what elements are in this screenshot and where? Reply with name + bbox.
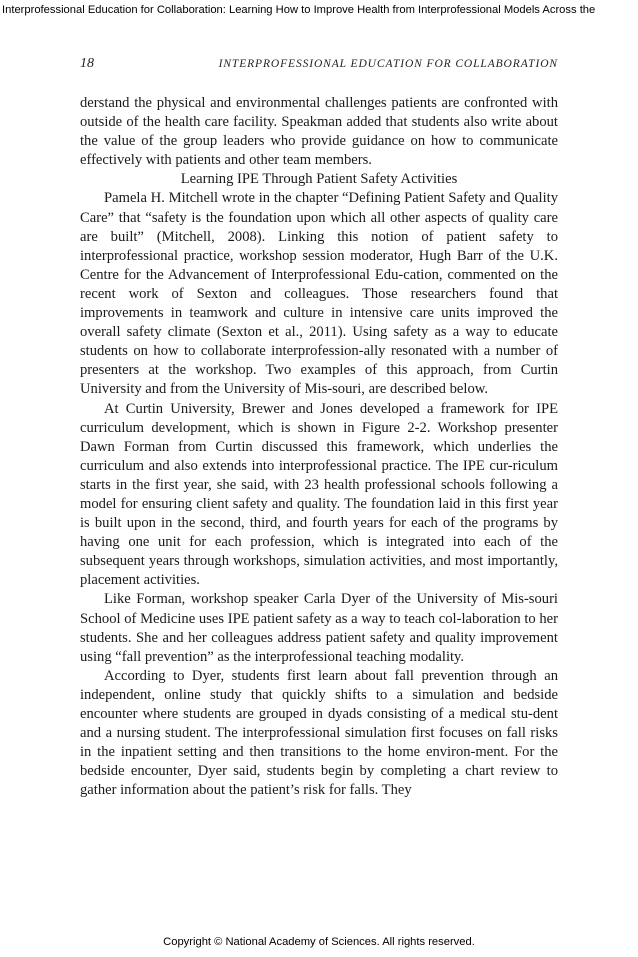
document-title-banner: Interprofessional Education for Collaboration: Learning How to Improve Health from Interprofessional Models Across the (2, 4, 596, 16)
running-head-title: INTERPROFESSIONAL EDUCATION FOR COLLABORATION (218, 58, 558, 70)
copyright-footer: Copyright © National Academy of Sciences. All rights reserved. (163, 936, 475, 948)
section-heading: Learning IPE Through Patient Safety Activities (180, 171, 458, 188)
paragraph-curtin: At Curtin University, Brewer and Jones developed a framework for IPE curriculum development, which is shown in Figure 2-2. Workshop presenter Dawn Forman from Curtin discussed this framework, which underlies the curriculum and also extends into interprofessional practice. The IPE cur-riculum starts in the first year, she said, with 23 health professional schools following a model for ensuring client safety and quality. The foundation laid in this first year is built upon in the second, third, and fourth years for each of the programs by having one unit for each profession, which is integrated into each of the subsequent years through workshops, simulation activities, and most importantly, placement activities. (80, 400, 558, 589)
paragraph-mitchell: Pamela H. Mitchell wrote in the chapter “Defining Patient Safety and Quality Care” that “safety is the foundation upon which all other aspects of quality care are built” (Mitchell, 2008). Linking this notion of patient safety to interprofessional practice, workshop session moderator, Hugh Barr of the U.K. Centre for the Advancement of Interprofessional Edu-cation, commented on the recent work of Sexton and colleagues. Those researchers found that improvements in teamwork and culture in intensive care units improved the overall safety climate (Sexton et al., 2011). Using safety as a way to educate students on how to collaborate interprofession-ally resonated with a number of presenters at the workshop. Two examples of this approach, from Curtin University and from the University of Mis-souri, are described below. (80, 190, 558, 398)
body-text (80, 94, 558, 800)
paragraph-dyer: According to Dyer, students first learn about fall prevention through an independent, online study that quickly shifts to a simulation and bedside encounter where students are grouped in dyads consisting of a medical stu-dent and a nursing student. The interprofessional simulation first focuses on fall risks in the inpatient setting and then transitions to the home environ-ment. For the bedside encounter, Dyer said, students begin by completing a chart review to gather information about the patient’s risk for falls. They (80, 667, 558, 799)
page-number: 18 (80, 56, 94, 71)
paragraph-forman: Like Forman, workshop speaker Carla Dyer of the University of Mis-souri School of Medicine uses IPE patient safety as a way to teach col-laboration to her students. She and her colleagues address patient safety and quality improvement using “fall prevention” as the interprofessional teaching modality. (80, 591, 558, 665)
continued-paragraph: derstand the physical and environmental challenges patients are confronted with outside of the health care facility. Speakman added that students also write about the value of the group leaders who provide guidance on how to communicate effectively with patients and other team members. (80, 95, 558, 169)
